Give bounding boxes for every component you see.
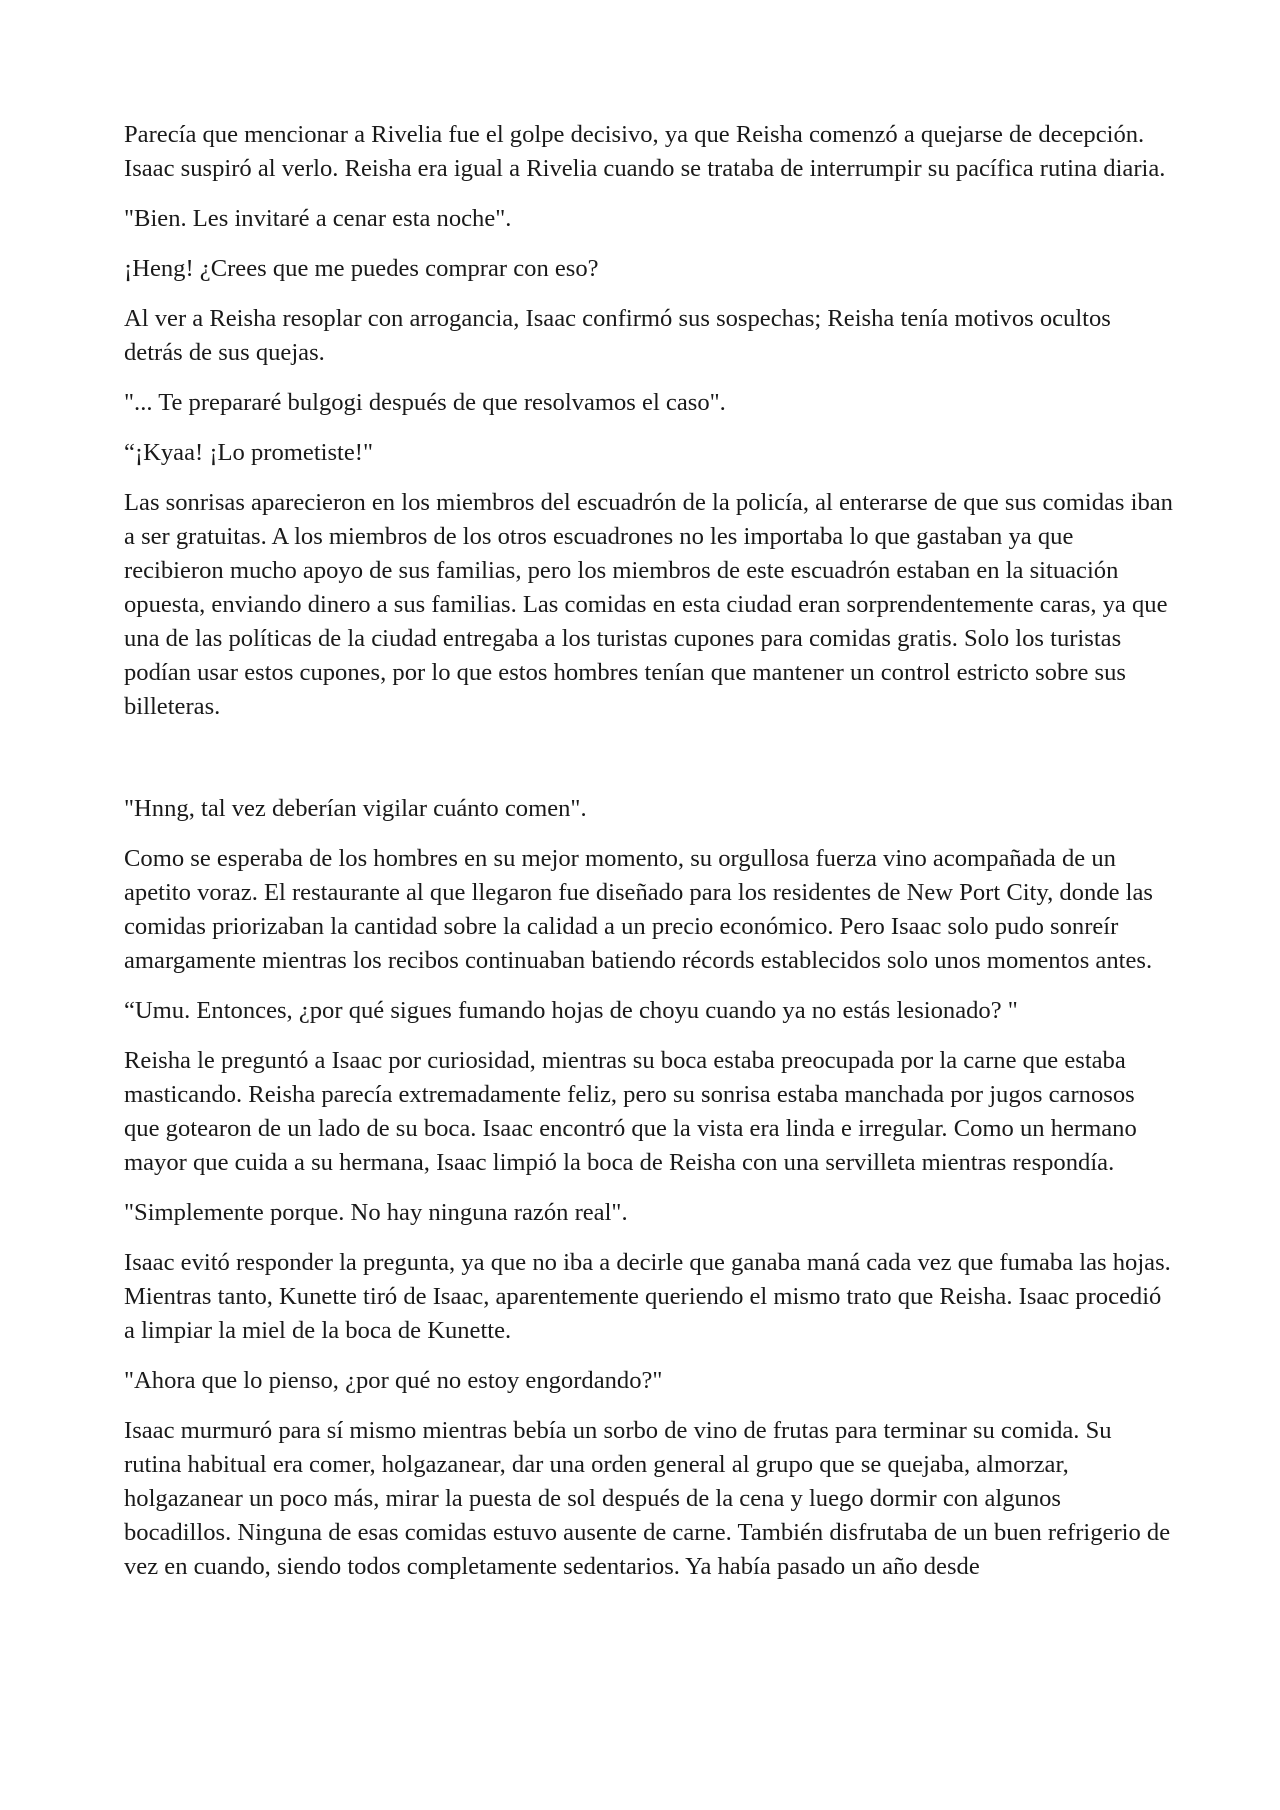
paragraph: Como se esperaba de los hombres en su mejor momento, su orgullosa fuerza vino acompañada de un apetito voraz. El restaurante al que llegaron fue diseñado para los residentes de New Port City, donde las comidas priorizaban la cantidad sobre la calidad a un precio económico. Pero Isaac solo pudo sonreír amargamente mientras los recibos continuaban batiendo récords establecidos solo unos momentos antes. [124, 845, 1153, 974]
paragraph: Reisha le preguntó a Isaac por curiosidad, mientras su boca estaba preocupada por la carne que estaba masticando. Reisha parecía extremadamente feliz, pero su sonrisa estaba manchada por jugos carnosos que gotearon de un lado de su boca. Isaac encontró que la vista era linda e irregular. Como un hermano mayor que cuida a su hermana, Isaac limpió la boca de Reisha con una servilleta mientras respondía. [124, 1047, 1137, 1176]
dialogue-line: "Simplemente porque. No hay ninguna razón real". [124, 1199, 628, 1226]
document-page [124, 118, 1174, 1600]
dialogue-line: "Ahora que lo pienso, ¿por qué no estoy engordando?" [124, 1367, 663, 1394]
dialogue-line: “¡Kyaa! ¡Lo prometiste!" [124, 439, 374, 466]
dialogue-line: "... Te prepararé bulgogi después de que resolvamos el caso". [124, 389, 726, 416]
dialogue-line: “Umu. Entonces, ¿por qué sigues fumando hojas de choyu cuando ya no estás lesionado? " [124, 997, 1018, 1024]
paragraph: Isaac evitó responder la pregunta, ya que no iba a decirle que ganaba maná cada vez que fumaba las hojas. Mientras tanto, Kunette tiró de Isaac, aparentemente queriendo el mismo trato que Reisha. Isaac procedió a limpiar la miel de la boca de Kunette. [124, 1249, 1171, 1344]
dialogue-line: "Bien. Les invitaré a cenar esta noche". [124, 205, 512, 232]
paragraph: Al ver a Reisha resoplar con arrogancia, Isaac confirmó sus sospechas; Reisha tenía motivos ocultos detrás de sus quejas. [124, 305, 1111, 366]
paragraph: Parecía que mencionar a Rivelia fue el golpe decisivo, ya que Reisha comenzó a quejarse de decepción. Isaac suspiró al verlo. Reisha era igual a Rivelia cuando se trataba de interrumpir su pacífica rutina diaria. [124, 121, 1166, 182]
dialogue-line: ¡Heng! ¿Crees que me puedes comprar con eso? [124, 255, 599, 282]
paragraph: Isaac murmuró para sí mismo mientras bebía un sorbo de vino de frutas para terminar su comida. Su rutina habitual era comer, holgazanear, dar una orden general al grupo que se quejaba, almorzar, holgazanear un poco más, mirar la puesta de sol después de la cena y luego dormir con algunos bocadillos. Ninguna de esas comidas estuvo ausente de carne. También disfrutaba de un buen refrigerio de vez en cuando, siendo todos completamente sedentarios. Ya había pasado un año desde [124, 1417, 1171, 1580]
dialogue-line: "Hnng, tal vez deberían vigilar cuánto comen". [124, 795, 587, 822]
paragraph: Las sonrisas aparecieron en los miembros del escuadrón de la policía, al enterarse de que sus comidas iban a ser gratuitas. A los miembros de los otros escuadrones no les importaba lo que gastaban ya que recibieron mucho apoyo de sus familias, pero los miembros de este escuadrón estaban en la situación opuesta, enviando dinero a sus familias. Las comidas en esta ciudad eran sorprendentemente caras, ya que una de las políticas de la ciudad entregaba a los turistas cupones para comidas gratis. Solo los turistas podían usar estos cupones, por lo que estos hombres tenían que mantener un control estricto sobre sus billeteras. [124, 489, 1173, 720]
